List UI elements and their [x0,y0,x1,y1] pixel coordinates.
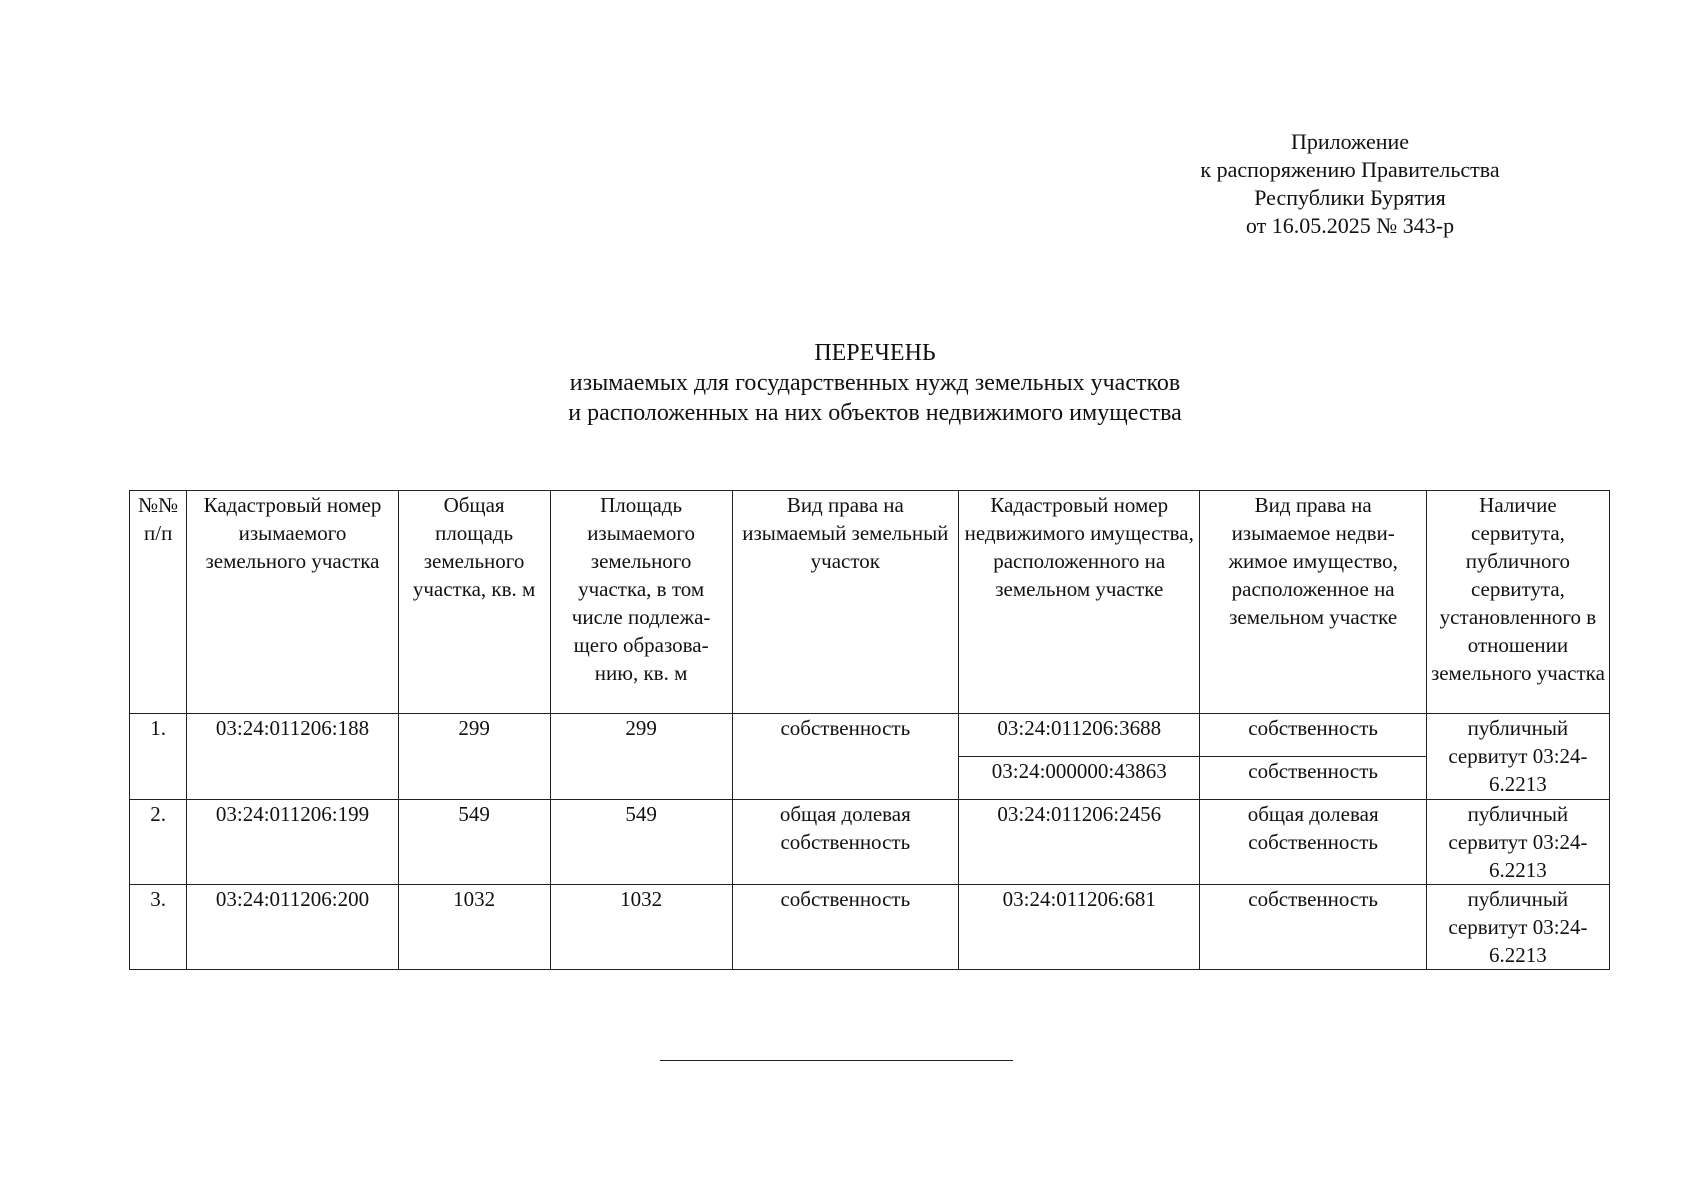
servitude-info: публичный сервитут 03:24-6.2213 [1426,800,1609,885]
header-number: №№ п/п [130,491,187,714]
header-seized-area: Площадь изымаемого земельного участка, в том числе подлежа-щего образова-нию, кв. м [550,491,732,714]
seized-area: 549 [550,800,732,885]
object-right-type: общая долевая собственность [1200,800,1426,885]
row-number: 3. [130,885,187,970]
land-cadastral-number: 03:24:011206:200 [187,885,398,970]
row-number: 2. [130,800,187,885]
closing-divider-line [660,1060,1013,1061]
document-subtitle-line1: изымаемых для государственных нужд земельных участков [569,370,1181,396]
table-header-row [130,491,1610,714]
appendix-date-number: от 16.05.2025 № 343-р [1245,213,1455,238]
table-row [130,714,1610,757]
land-cadastral-number: 03:24:011206:199 [187,800,398,885]
document-title: ПЕРЕЧЕНЬ [814,340,936,366]
table-row [130,800,1610,885]
servitude-info: публичный сервитут 03:24-6.2213 [1426,714,1609,800]
row-number: 1. [130,714,187,800]
header-total-area: Общая площадь земельного участка, кв. м [398,491,550,714]
object-right-type: собственность [1200,757,1426,800]
land-cadastral-number: 03:24:011206:188 [187,714,398,800]
header-servitude: Наличие сервитута, публичного сервитута, установленного в отношении земельного участка [1426,491,1609,714]
total-area: 299 [398,714,550,800]
land-right-type: общая долевая собственность [732,800,958,885]
appendix-region: Республики Бурятия [1254,185,1446,210]
property-list-table [129,490,1610,970]
header-land-cadastral: Кадастровый номер изымаемого земельного участка [187,491,398,714]
appendix-order-ref: к распоряжению Правительства [1200,157,1500,182]
header-object-cadastral: Кадастровый номер недвижимого имущества, расположенного на земельном участке [959,491,1200,714]
seized-area: 299 [550,714,732,800]
seized-area: 1032 [550,885,732,970]
document-subtitle-line2: и расположенных на них объектов недвижимого имущества [568,400,1182,426]
appendix-label: Приложение [1290,129,1410,154]
object-cadastral-number: 03:24:011206:3688 [959,714,1200,757]
object-right-type: собственность [1200,714,1426,757]
header-land-right: Вид права на изымаемый земельный участок [732,491,958,714]
object-cadastral-number: 03:24:011206:2456 [959,800,1200,885]
document-heading [0,338,1698,428]
object-right-type: собственность [1200,885,1426,970]
servitude-info: публичный сервитут 03:24-6.2213 [1426,885,1609,970]
object-cadastral-number: 03:24:000000:43863 [959,757,1200,800]
appendix-block [1170,128,1530,240]
total-area: 549 [398,800,550,885]
land-right-type: собственность [732,714,958,800]
object-cadastral-number: 03:24:011206:681 [959,885,1200,970]
land-right-type: собственность [732,885,958,970]
header-object-right: Вид права на изымаемое недви-жимое имущество, расположенное на земельном участке [1200,491,1426,714]
table-row [130,885,1610,970]
total-area: 1032 [398,885,550,970]
